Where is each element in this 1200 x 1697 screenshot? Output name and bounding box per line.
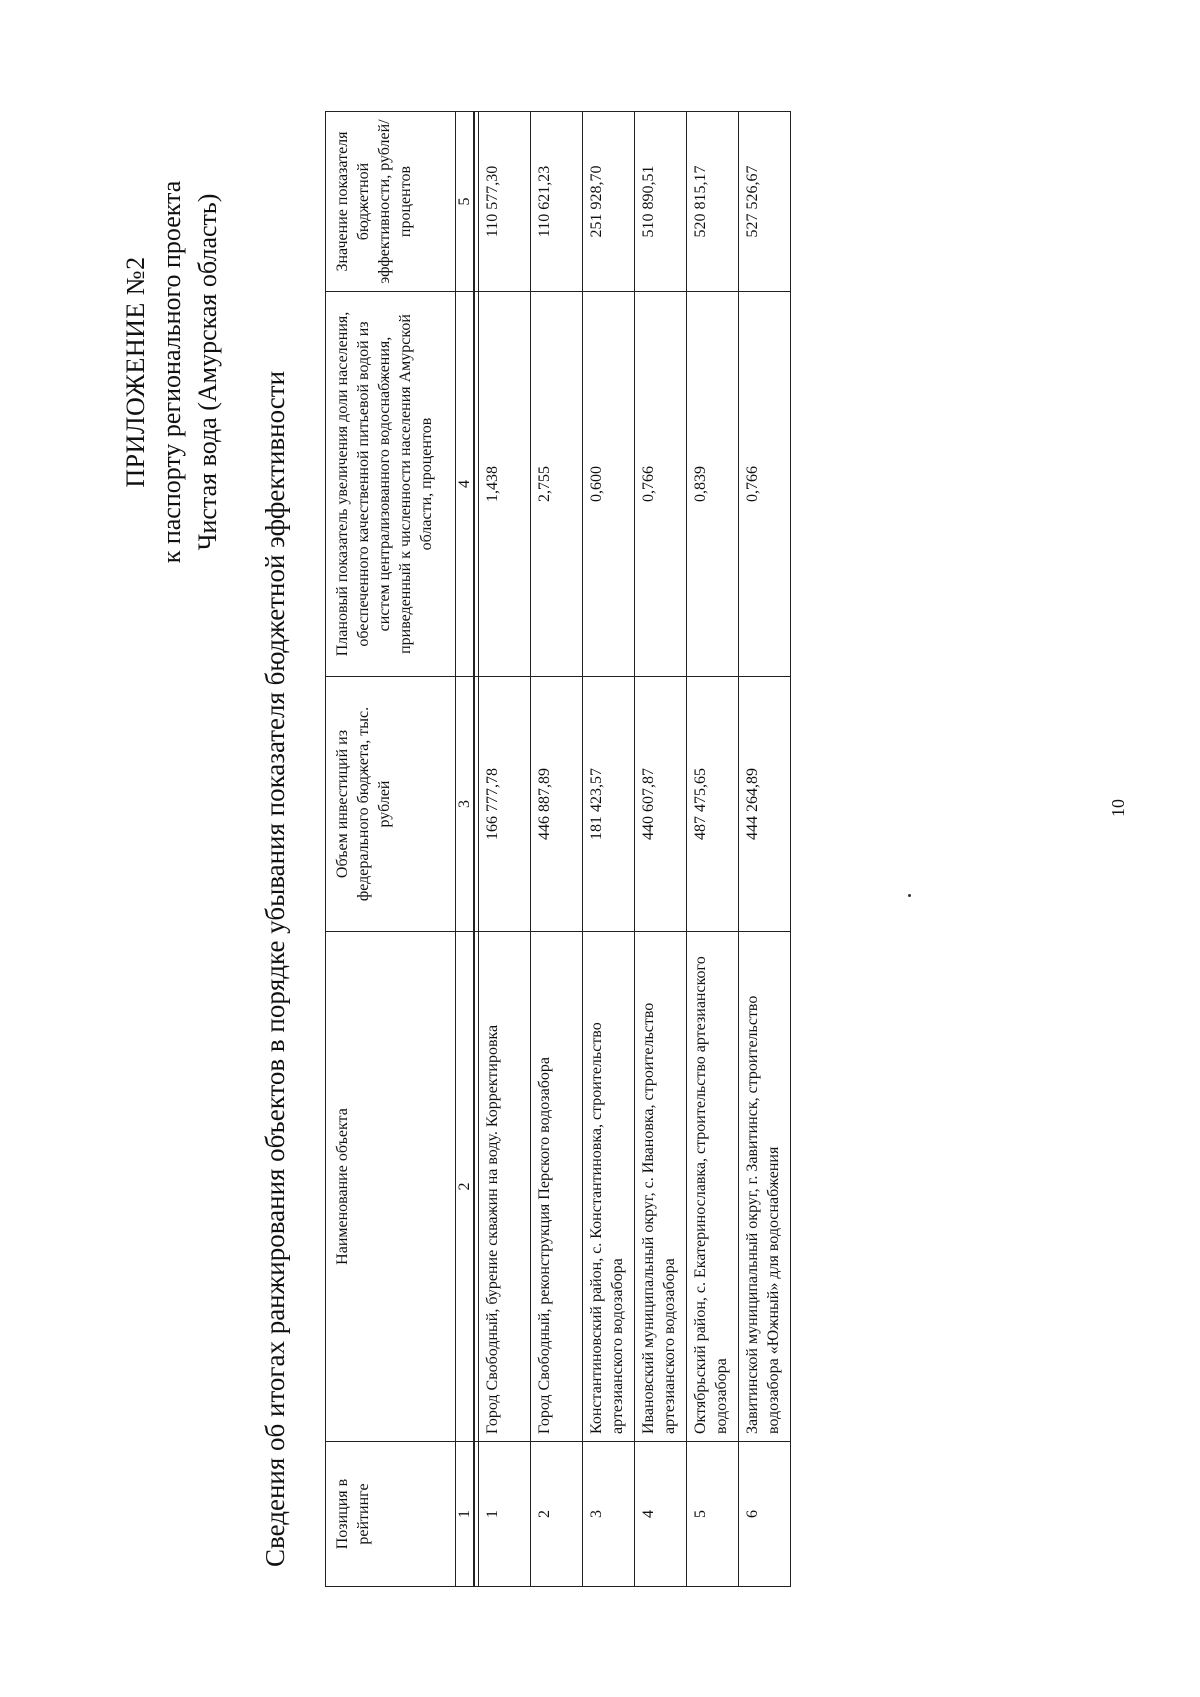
ranking-table <box>325 111 791 1587</box>
column-number: 1 <box>456 1442 475 1587</box>
cell-investment: 446 887,89 <box>531 677 583 932</box>
cell-name: Ивановский муниципальный округ, с. Ивановка, строительство артезианского водозабора <box>635 932 687 1442</box>
cell-efficiency: 510 890,51 <box>635 112 687 292</box>
cell-name: Завитинской муниципальный округ, г. Завитинск, строительство водозабора «Южный» для водоснабжения <box>739 932 791 1442</box>
appendix-header <box>118 137 226 607</box>
table-row <box>479 112 531 1587</box>
cell-investment: 166 777,78 <box>479 677 531 932</box>
appendix-line-2: Чистая вода (Амурская область) <box>193 193 222 551</box>
cell-investment: 440 607,87 <box>635 677 687 932</box>
cell-position: 5 <box>687 1442 739 1587</box>
cell-efficiency: 520 815,17 <box>687 112 739 292</box>
header-position: Позиция в рейтинге <box>326 1442 456 1587</box>
cell-indicator: 0,766 <box>635 292 687 677</box>
cell-efficiency: 527 526,67 <box>739 112 791 292</box>
table-row <box>739 112 791 1587</box>
cell-position: 4 <box>635 1442 687 1587</box>
cell-efficiency: 110 577,30 <box>479 112 531 292</box>
cell-efficiency: 251 928,70 <box>583 112 635 292</box>
cell-efficiency: 110 621,23 <box>531 112 583 292</box>
appendix-title: ПРИЛОЖЕНИЕ №2 <box>121 256 150 488</box>
scan-speck <box>908 894 911 897</box>
cell-investment: 487 475,65 <box>687 677 739 932</box>
cell-position: 6 <box>739 1442 791 1587</box>
cell-indicator: 2,755 <box>531 292 583 677</box>
cell-indicator: 0,600 <box>583 292 635 677</box>
table-row <box>687 112 739 1587</box>
cell-indicator: 0,766 <box>739 292 791 677</box>
cell-name: Город Свободный, бурение скважин на воду. Корректировка <box>479 932 531 1442</box>
table-row <box>531 112 583 1587</box>
cell-position: 1 <box>479 1442 531 1587</box>
header-efficiency: Значение показателя бюджетной эффективности, рублей/процентов <box>326 112 456 292</box>
cell-position: 2 <box>531 1442 583 1587</box>
table-header-row <box>326 112 456 1587</box>
cell-name: Город Свободный, реконструкция Перского водозабора <box>531 932 583 1442</box>
table-row <box>635 112 687 1587</box>
column-number-row <box>456 112 475 1587</box>
cell-investment: 444 264,89 <box>739 677 791 932</box>
header-name: Наименование объекта <box>326 932 456 1442</box>
appendix-line-1: к паспорту регионального проекта <box>157 180 186 564</box>
document-title: Сведения об итогах ранжирования объектов в порядке убывания показателя бюджетной эффективности <box>260 370 290 1567</box>
cell-name: Октябрьский район, с. Екатеринославка, строительство артезианского водозабора <box>687 932 739 1442</box>
header-investment: Объем инвестиций из федерального бюджета, тыс. рублей <box>326 677 456 932</box>
cell-name: Константиновский район, с. Константиновка, строительство артезианского водозабора <box>583 932 635 1442</box>
table-row <box>583 112 635 1587</box>
cell-position: 3 <box>583 1442 635 1587</box>
header-indicator: Плановый показатель увеличения доли населения, обеспеченного качественной питьевой водой из систем централизованного водоснабжения, приведенный к численности населения Амурской области, процентов <box>326 292 456 677</box>
column-number: 3 <box>456 677 475 932</box>
page-number: 10 <box>1108 799 1128 817</box>
column-number: 5 <box>456 112 475 292</box>
cell-indicator: 0,839 <box>687 292 739 677</box>
column-number: 2 <box>456 932 475 1442</box>
cell-investment: 181 423,57 <box>583 677 635 932</box>
column-number: 4 <box>456 292 475 677</box>
cell-indicator: 1,438 <box>479 292 531 677</box>
